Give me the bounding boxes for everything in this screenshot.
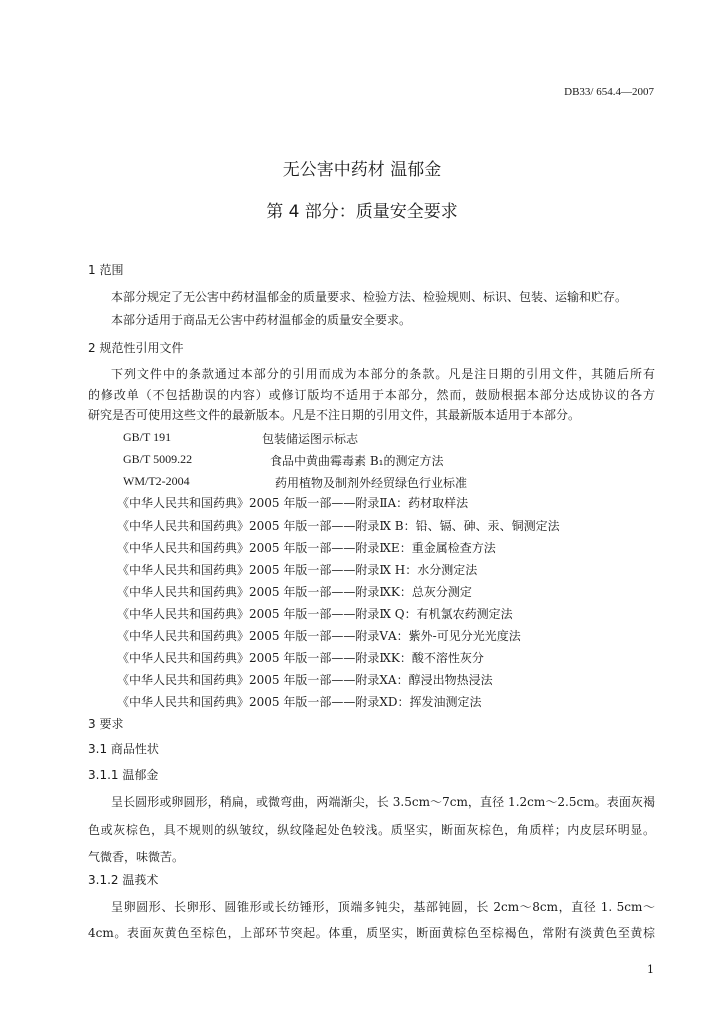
sec2-para-line-1: 下列文件中的条款通过本部分的引用而成为本部分的条款。凡是注日期的引用文件，其随后所有 — [111, 367, 655, 381]
standard-code: DB33/ 654.4—2007 — [564, 86, 654, 98]
pharmacopoeia-ref: 《中华人民共和国药典》2005 年版一部——附录ⅤA：紫外-可见分光光度法 — [117, 629, 521, 643]
pharmacopoeia-ref: 《中华人民共和国药典》2005 年版一部——附录Ⅸ Q：有机氯农药测定法 — [117, 607, 513, 621]
subsection-3-1-1-heading: 3.1.1 温郁金 — [88, 768, 159, 782]
s311-para-line-2: 色或灰棕色，具不规则的纵皱纹，纵纹隆起处色较浅。质坚实，断面灰棕色，角质样；内皮层环明显。 — [88, 823, 655, 837]
s312-para-line-1: 呈卵圆形、长卵形、圆锥形或长纺锤形，顶端多钝尖，基部钝圆，长 2cm～8cm，直径 1. 5cm～ — [111, 900, 655, 914]
ref-title: 药用植物及制剂外经贸绿色行业标准 — [275, 476, 468, 490]
doc-subtitle: 第 4 部分：质量安全要求 — [266, 202, 458, 222]
pharmacopoeia-ref: 《中华人民共和国药典》2005 年版一部——附录Ⅸ B：铅、镉、砷、汞、铜测定法 — [117, 519, 560, 533]
pharmacopoeia-ref: 《中华人民共和国药典》2005 年版一部——附录ⅩD：挥发油测定法 — [117, 695, 482, 709]
pharmacopoeia-ref: 《中华人民共和国药典》2005 年版一部——附录ⅨK：总灰分测定 — [117, 585, 472, 599]
s311-para-line-3: 气微香，味微苦。 — [88, 850, 185, 864]
subsection-3-1-2-heading: 3.1.2 温莪术 — [88, 873, 159, 887]
sec2-para-line-2: 的修改单（不包括勘误的内容）或修订版均不适用于本部分，然而，鼓励根据本部分达成协议的各方 — [88, 388, 655, 402]
doc-title: 无公害中药材 温郁金 — [282, 160, 442, 180]
section-3-heading: 3 要求 — [88, 717, 124, 731]
pharmacopoeia-ref: 《中华人民共和国药典》2005 年版一部——附录ⅡA：药材取样法 — [117, 496, 469, 510]
ref-title: 包装储运图示标志 — [262, 432, 359, 446]
sec1-para-2: 本部分适用于商品无公害中药材温郁金的质量安全要求。 — [111, 313, 412, 327]
s312-para-line-2: 4cm。表面灰黄色至棕色，上部环节突起。体重，质坚实，断面黄棕色至棕褐色，常附有淡黄色至黄棕 — [88, 926, 655, 940]
ref-title: 食品中黄曲霉毒素 B₁的测定方法 — [270, 454, 444, 468]
s311-para-line-1: 呈长圆形或卵圆形，稍扁，或微弯曲，两端渐尖，长 3.5cm～7cm，直径 1.2cm～2.5cm。表面灰褐 — [111, 795, 655, 809]
page-number: 1 — [647, 963, 654, 976]
ref-code: WM/T2-2004 — [123, 474, 190, 488]
pharmacopoeia-ref: 《中华人民共和国药典》2005 年版一部——附录Ⅸ H：水分测定法 — [117, 563, 478, 577]
sec2-para-line-3: 研究是否可使用这些文件的最新版本。凡是不注日期的引用文件，其最新版本适用于本部分。 — [88, 408, 581, 422]
pharmacopoeia-ref: 《中华人民共和国药典》2005 年版一部——附录ⅨK：酸不溶性灰分 — [117, 651, 484, 665]
ref-code: GB/T 5009.22 — [123, 452, 193, 466]
ref-code: GB/T 191 — [123, 430, 172, 444]
section-1-heading: 1 范围 — [88, 263, 124, 277]
subsection-3-1-heading: 3.1 商品性状 — [88, 742, 159, 756]
section-2-heading: 2 规范性引用文件 — [88, 341, 184, 355]
pharmacopoeia-ref: 《中华人民共和国药典》2005 年版一部——附录ⅩA：醇浸出物热浸法 — [117, 673, 493, 687]
pharmacopoeia-ref: 《中华人民共和国药典》2005 年版一部——附录ⅨE：重金属检查方法 — [117, 541, 496, 555]
sec1-para-1: 本部分规定了无公害中药材温郁金的质量要求、检验方法、检验规则、标识、包装、运输和贮存。 — [111, 290, 628, 304]
